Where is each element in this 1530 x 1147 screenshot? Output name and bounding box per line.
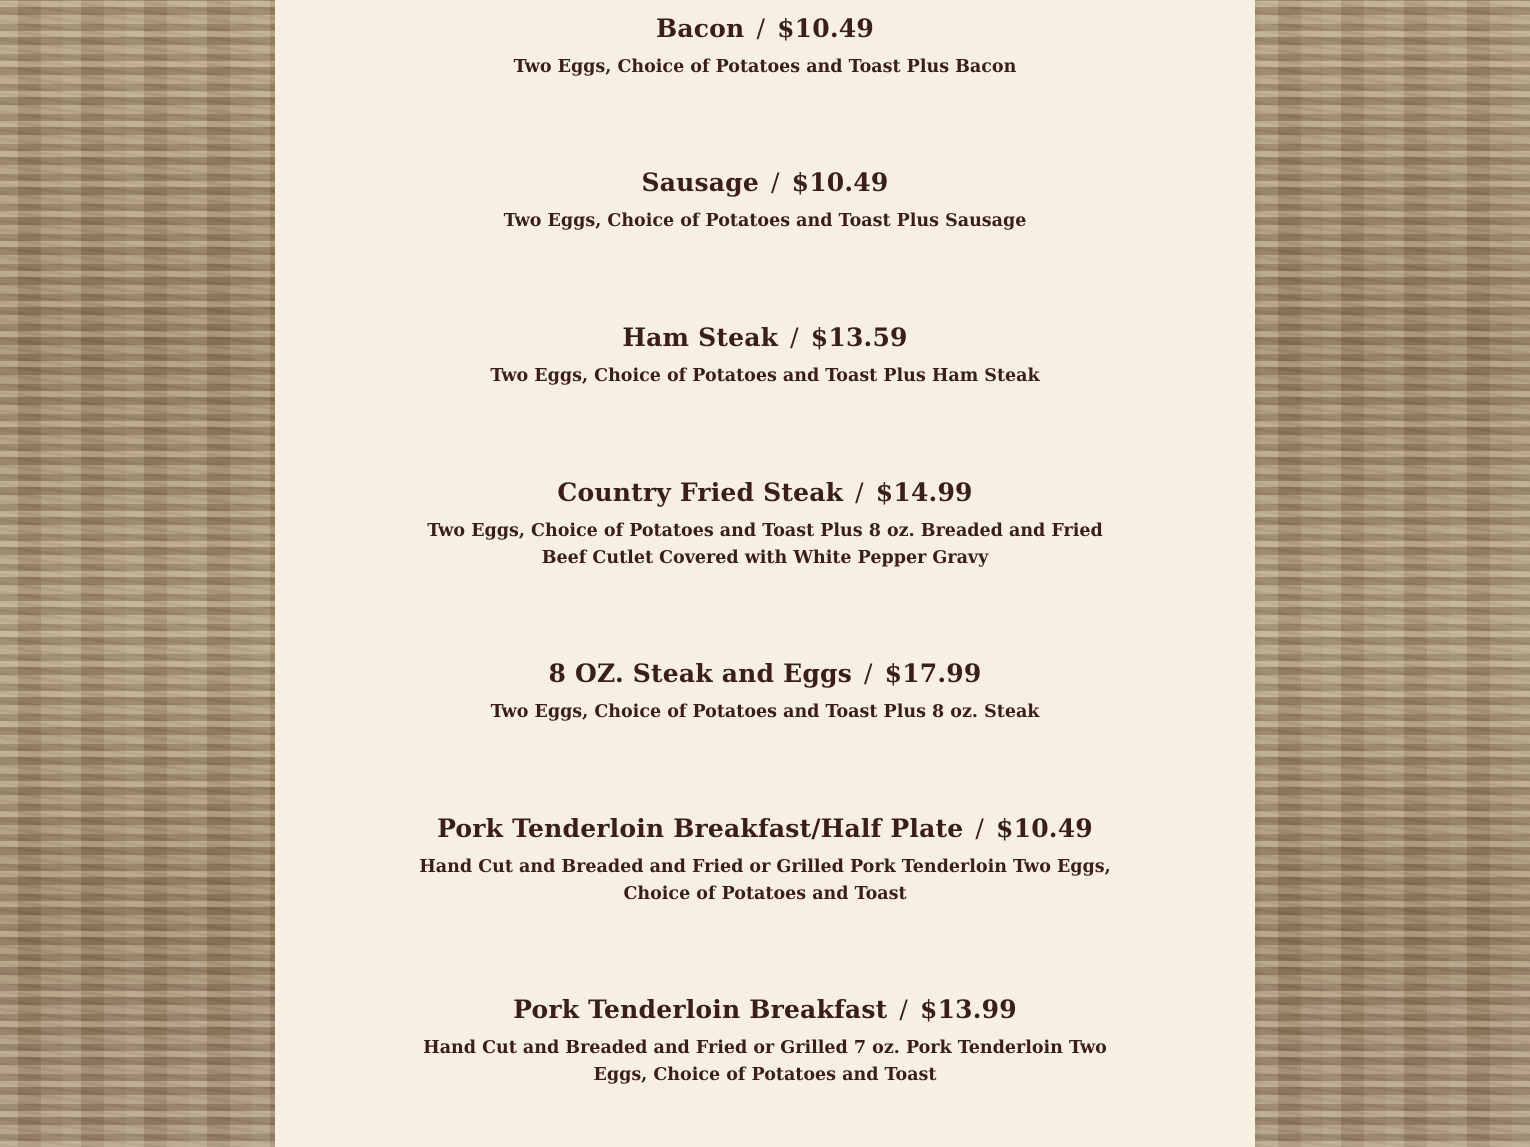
menu-item-price: $10.49 [791,168,889,197]
menu-item-title [275,166,1255,200]
menu-item-title [275,812,1255,846]
price-separator: / [790,323,799,352]
menu-item-sausage [275,166,1255,235]
menu-item-title [275,476,1255,510]
menu-item-price: $13.99 [919,995,1017,1024]
menu-item-title [275,12,1255,46]
menu-item-description: Two Eggs, Choice of Potatoes and Toast Plus Bacon [513,57,1017,77]
price-separator: / [770,168,780,197]
menu-item-price: $14.99 [875,478,973,507]
price-separator: / [756,14,766,43]
menu-item-name: Pork Tenderloin Breakfast [513,995,888,1024]
menu-item-ham-steak [275,321,1255,390]
menu-item-description: Two Eggs, Choice of Potatoes and Toast Plus 8 oz. Steak [490,702,1040,722]
menu-item-price: $17.99 [884,659,982,688]
menu-item-name: Bacon [656,14,745,43]
menu-item-price: $13.59 [810,323,908,352]
menu-item-description: Two Eggs, Choice of Potatoes and Toast Plus Sausage [503,211,1027,231]
price-separator: / [863,659,873,688]
menu-item-title [275,321,1255,355]
menu-item-description: Hand Cut and Breaded and Fried or Grilled 7 oz. Pork Tenderloin Two Eggs, Choice of Potatoes and Toast [423,1038,1107,1085]
menu-item-pork-tenderloin-half-plate [275,812,1255,908]
price-separator: / [899,995,908,1024]
price-separator: / [855,478,864,507]
menu-panel [275,0,1255,1147]
menu-item-price: $10.49 [996,814,1093,843]
menu-item-description: Two Eggs, Choice of Potatoes and Toast Plus 8 oz. Breaded and Fried Beef Cutlet Covered with White Pepper Gravy [427,521,1103,568]
menu-item-name: Pork Tenderloin Breakfast/Half Plate [437,814,964,843]
menu-item-pork-tenderloin [275,993,1255,1089]
menu-item-steak-and-eggs [275,657,1255,726]
menu-item-title [275,657,1255,691]
menu-item-description: Hand Cut and Breaded and Fried or Grilled Pork Tenderloin Two Eggs, Choice of Potatoes and Toast [419,857,1111,904]
menu-item-name: Ham Steak [622,323,779,352]
menu-item-name: 8 OZ. Steak and Eggs [548,659,852,688]
menu-item-price: $10.49 [777,14,874,43]
menu-item-description: Two Eggs, Choice of Potatoes and Toast Plus Ham Steak [490,366,1040,386]
menu-item-title [275,993,1255,1027]
price-separator: / [975,814,984,843]
menu-item-country-fried-steak [275,476,1255,572]
menu-item-name: Sausage [641,168,759,197]
menu-item-name: Country Fried Steak [557,478,844,507]
menu-item-bacon [275,12,1255,81]
